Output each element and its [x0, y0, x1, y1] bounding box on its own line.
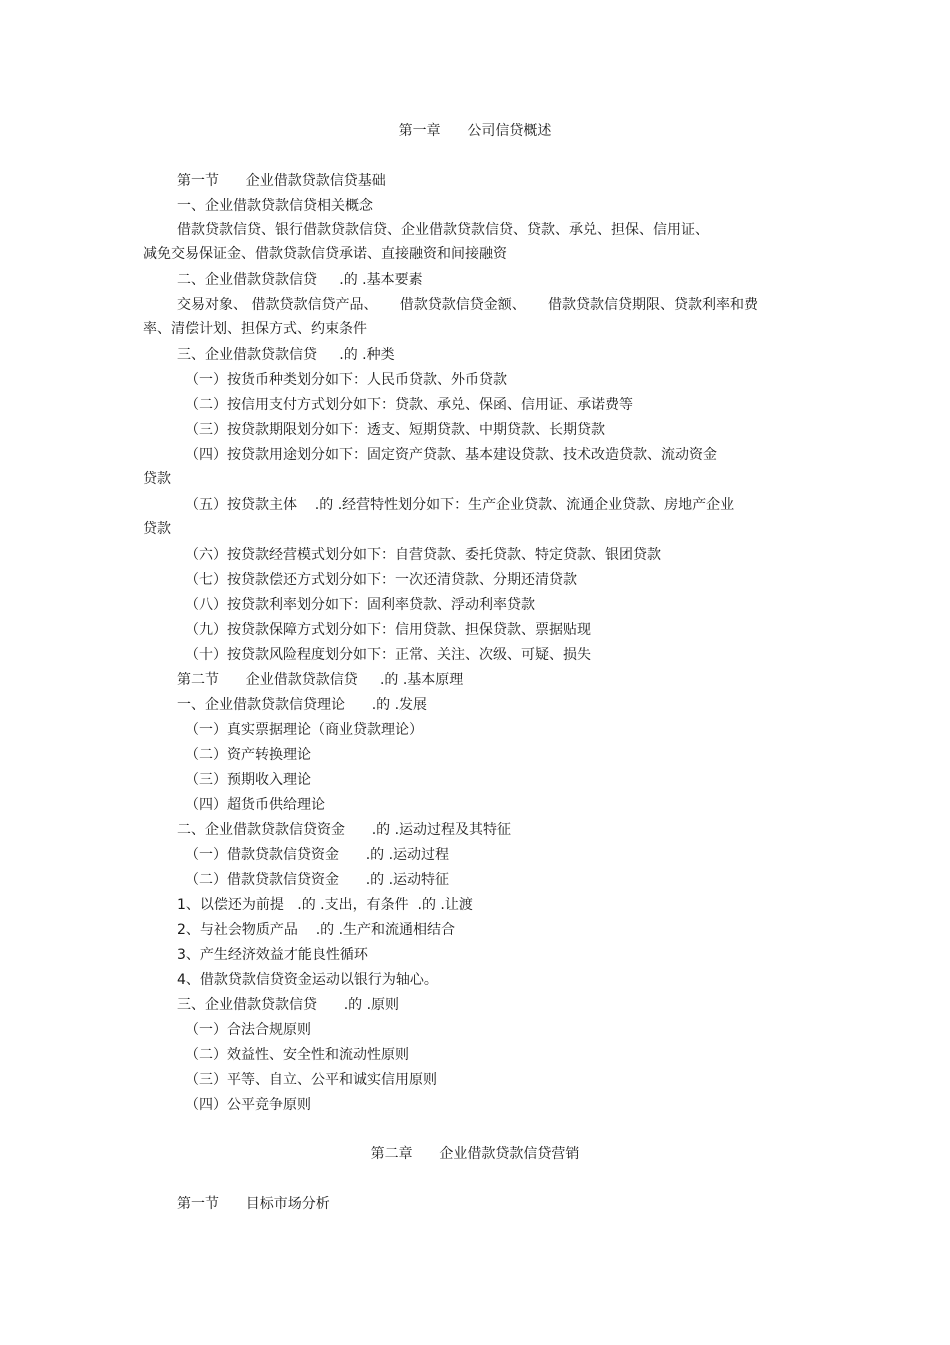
- principle-item-2: （二）效益性、安全性和流动性原则: [185, 1047, 409, 1063]
- theory-item-4: （四）超货币供给理论: [185, 797, 325, 813]
- type-item-8: （八）按贷款利率划分如下：固利率贷款、浮动利率贷款: [185, 597, 535, 613]
- type-item-9: （九）按贷款保障方式划分如下：信用贷款、担保贷款、票据贴现: [185, 622, 591, 638]
- motion-item-1: （一）借款贷款信贷资金 .的 .运动过程: [185, 847, 450, 863]
- theory-item-3: （三）预期收入理论: [185, 772, 311, 788]
- feature-item-2: 2、与社会物质产品 .的 .生产和流通相结合: [177, 922, 456, 938]
- principle-item-4: （四）公平竞争原则: [185, 1097, 311, 1113]
- theory-item-2: （二）资产转换理论: [185, 747, 311, 763]
- motion-item-2: （二）借款贷款信贷资金 .的 .运动特征: [185, 872, 450, 888]
- type-item-5-line1: （五）按贷款主体 .的 .经营特性划分如下：生产企业贷款、流通企业贷款、房地产企业: [185, 497, 735, 513]
- principle-item-1: （一）合法合规原则: [185, 1022, 311, 1038]
- section-2-heading: 第二节 企业借款贷款信贷 .的 .基本原理: [177, 672, 464, 688]
- subheading-concepts: 一、企业借款贷款信贷相关概念: [177, 198, 373, 214]
- subheading-elements: 二、企业借款贷款信贷 .的 .基本要素: [177, 272, 423, 288]
- subheading-theory: 一、企业借款贷款信贷理论 .的 .发展: [177, 697, 428, 713]
- type-item-10: （十）按贷款风险程度划分如下：正常、关注、次级、可疑、损失: [185, 647, 591, 663]
- chapter-1-title: 第一章 公司信贷概述: [398, 123, 552, 139]
- section-1-heading: 第一节 企业借款贷款信贷基础: [177, 173, 386, 189]
- subheading-motion: 二、企业借款贷款信贷资金 .的 .运动过程及其特征: [177, 822, 512, 838]
- paragraph-concepts-line2: 减免交易保证金、借款贷款信贷承诺、直接融资和间接融资: [143, 246, 507, 262]
- chapter-2-section-1-heading: 第一节 目标市场分析: [177, 1196, 330, 1212]
- paragraph-concepts-line1: 借款贷款信贷、银行借款贷款信贷、企业借款贷款信贷、贷款、承兑、担保、信用证、: [177, 222, 709, 238]
- type-item-6: （六）按贷款经营模式划分如下：自营贷款、委托贷款、特定贷款、银团贷款: [185, 547, 661, 563]
- paragraph-elements-line1: 交易对象、 借款贷款信贷产品、 借款贷款信贷金额、 借款贷款信贷期限、贷款利率和费: [177, 297, 758, 313]
- feature-item-1: 1、以偿还为前提 .的 .支出，有条件 .的 .让渡: [177, 897, 473, 913]
- subheading-principles: 三、企业借款贷款信贷 .的 .原则: [177, 997, 400, 1013]
- type-item-1: （一）按货币种类划分如下：人民币贷款、外币贷款: [185, 372, 507, 388]
- type-item-2: （二）按信用支付方式划分如下：贷款、承兑、保函、信用证、承诺费等: [185, 397, 633, 413]
- type-item-7: （七）按贷款偿还方式划分如下：一次还清贷款、分期还清贷款: [185, 572, 577, 588]
- type-item-4-line1: （四）按贷款用途划分如下：固定资产贷款、基本建设贷款、技术改造贷款、流动资金: [185, 447, 717, 463]
- theory-item-1: （一）真实票据理论（商业贷款理论）: [185, 722, 423, 738]
- type-item-4-line2: 贷款: [143, 471, 171, 487]
- type-item-5-line2: 贷款: [143, 521, 171, 537]
- feature-item-3: 3、产生经济效益才能良性循环: [177, 947, 368, 963]
- chapter-2-title: 第二章 企业借款贷款信贷营销: [370, 1146, 580, 1162]
- type-item-3: （三）按贷款期限划分如下：透支、短期贷款、中期贷款、长期贷款: [185, 422, 605, 438]
- feature-item-4: 4、借款贷款信贷资金运动以银行为轴心。: [177, 972, 438, 988]
- principle-item-3: （三）平等、自立、公平和诚实信用原则: [185, 1072, 437, 1088]
- paragraph-elements-line2: 率、清偿计划、担保方式、约束条件: [143, 321, 367, 337]
- subheading-types: 三、企业借款贷款信贷 .的 .种类: [177, 347, 395, 363]
